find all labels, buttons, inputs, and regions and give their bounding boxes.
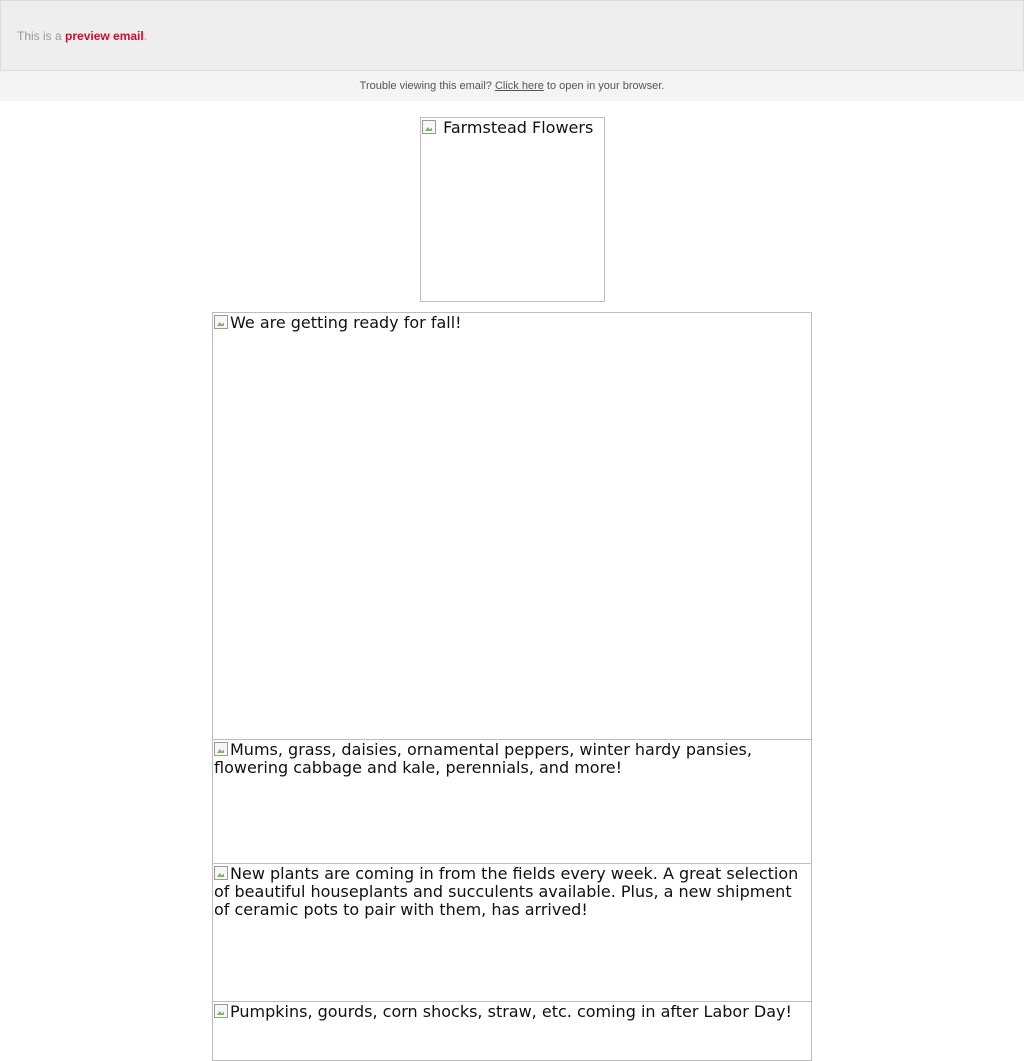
pumpkins-alt [213, 1002, 811, 1021]
logo-image[interactable] [420, 117, 605, 302]
broken-image-icon [214, 1004, 228, 1018]
broken-image-icon [214, 742, 228, 756]
preview-suffix: . [143, 29, 148, 43]
preview-banner [0, 0, 1024, 71]
pumpkins-alt-text: Pumpkins, gourds, corn shocks, straw, etc. coming in after Labor Day! [230, 1002, 792, 1021]
trouble-suffix: to open in your browser. [543, 80, 665, 92]
pumpkins-image[interactable] [212, 1001, 812, 1061]
plants-alt [213, 864, 811, 919]
trouble-viewing-bar [0, 71, 1024, 101]
plants-alt-text: New plants are coming in from the fields every week. A great selection of beautiful houseplants and succulents available. Plus, a new shipment of ceramic pots to pair with them, has arrived! [214, 864, 799, 919]
hero-alt-text: We are getting ready for fall! [230, 313, 462, 332]
mums-alt [213, 740, 811, 777]
preview-notice [17, 29, 147, 43]
broken-image-icon [214, 315, 228, 329]
hero-alt [213, 313, 811, 332]
mums-alt-text: Mums, grass, daisies, ornamental peppers, winter hardy pansies, flowering cabbage and kale, perennials, and more! [214, 740, 752, 777]
plants-image[interactable] [212, 863, 812, 1003]
broken-image-icon [214, 866, 228, 880]
logo-alt-text: Farmstead Flowers [443, 118, 594, 137]
preview-highlight: preview email [65, 29, 144, 43]
mums-image[interactable] [212, 739, 812, 864]
click-here-link[interactable]: Click here [494, 80, 544, 92]
hero-image[interactable] [212, 312, 812, 740]
broken-image-icon [422, 120, 436, 134]
trouble-prefix: Trouble viewing this email? [359, 80, 495, 92]
trouble-viewing-text [0, 80, 1024, 92]
preview-prefix: This is a [17, 29, 66, 43]
logo-alt [421, 118, 604, 137]
